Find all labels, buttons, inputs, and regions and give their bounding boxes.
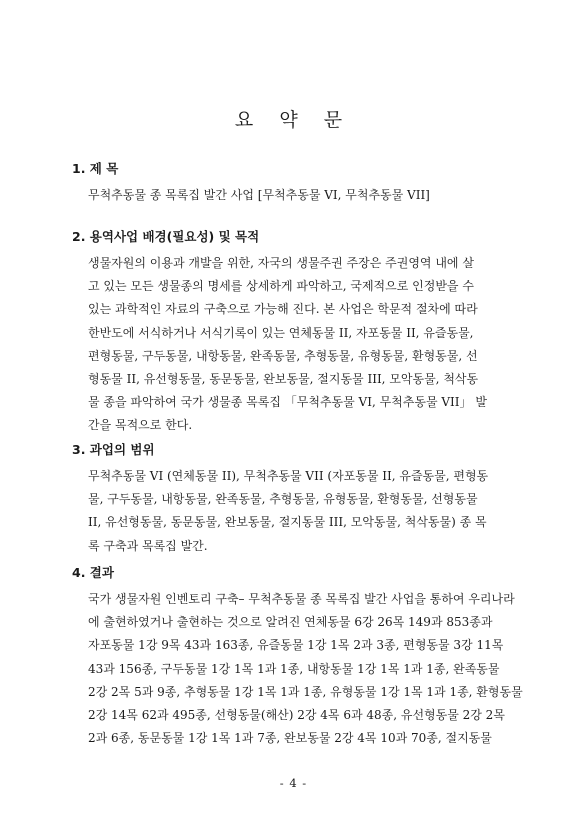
body-line: 무척추동물 종 목록집 발간 사업 [무척추동물 VI, 무척추동물 VII]	[88, 188, 430, 202]
document-title: 요 약 문	[234, 108, 353, 131]
body-line: 록 구축과 목록집 발간.	[88, 538, 208, 553]
body-line: 생물자원의 이용과 개발을 위한, 자국의 생물주권 주장은 주권영역 내에 살	[88, 256, 474, 270]
body-line: 물, 구두동물, 내항동물, 완족동물, 추형동물, 유형동물, 환형동물, 선형동물	[88, 492, 478, 507]
body-line: 간을 목적으로 한다.	[88, 418, 193, 433]
body-line: 한반도에 서식하거나 서식기록이 있는 연체동물 II, 자포동물 II, 유즐동물,	[88, 325, 474, 340]
section-heading: 2. 용역사업 배경(필요성) 및 목적	[72, 229, 260, 244]
section-body	[88, 465, 517, 558]
body-line: 에 출현하였거나 출현하는 것으로 알려진 연체동물 6강 26목 149과 853종과	[88, 615, 493, 630]
body-line: 형동물 II, 유선형동물, 동문동물, 완보동물, 절지동물 III, 모악동물, 척삭동	[88, 371, 479, 386]
page-number: - 4 -	[279, 776, 308, 790]
section-body	[88, 252, 517, 438]
body-line: 고 있는 모든 생물종의 명세를 상세하게 파악하고, 국제적으로 인정받을 수	[88, 279, 474, 294]
body-line: 자포동물 1강 9목 43과 163종, 유즐동물 1강 1목 2과 3종, 편형동물 3강 11목	[88, 638, 504, 653]
body-line: 국가 생물자원 인벤토리 구축– 무척추동물 종 목록집 발간 사업을 통하여 우리나라	[88, 592, 515, 606]
body-line: 있는 과학적인 자료의 구축으로 가능해 진다. 본 사업은 학문적 절차에 따라	[88, 302, 478, 317]
body-line: 물 종을 파악하여 국가 생물종 목록집 「무척추동물 VI, 무척추동물 VII」 발	[88, 395, 487, 410]
body-line: 편형동물, 구두동물, 내항동물, 완족동물, 추형동물, 유형동물, 환형동물, 선	[88, 348, 478, 363]
section-results	[72, 564, 523, 750]
section-heading: 3. 과업의 범위	[72, 442, 155, 457]
section-heading: 4. 결과	[72, 565, 114, 580]
body-line: II, 유선형동물, 동문동물, 완보동물, 절지동물 III, 모악동물, 척삭동물) 종 목	[88, 515, 487, 530]
section-body	[88, 184, 517, 207]
body-line: 2강 2목 5과 9종, 추형동물 1강 1목 1과 1종, 유형동물 1강 1목 1과 1종, 환형동물	[88, 684, 523, 699]
body-line: 무척추동물 VI (연체동물 II), 무척추동물 VII (자포동물 II, 유즐동물, 편형동	[88, 469, 489, 483]
section-scope	[72, 441, 517, 558]
section-body	[88, 588, 523, 750]
section-background-purpose	[72, 228, 517, 438]
body-line: 2강 14목 62과 495종, 선형동물(해산) 2강 4목 6과 48종, 유선형동물 2강 2목	[88, 707, 505, 722]
section-heading: 1. 제 목	[72, 161, 119, 176]
section-title	[72, 160, 517, 207]
body-line: 43과 156종, 구두동물 1강 1목 1과 1종, 내항동물 1강 1목 1과 1종, 완족동물	[88, 661, 500, 676]
body-line: 2과 6종, 동문동물 1강 1목 1과 7종, 완보동물 2강 4목 10과 70종, 절지동물	[88, 731, 492, 746]
